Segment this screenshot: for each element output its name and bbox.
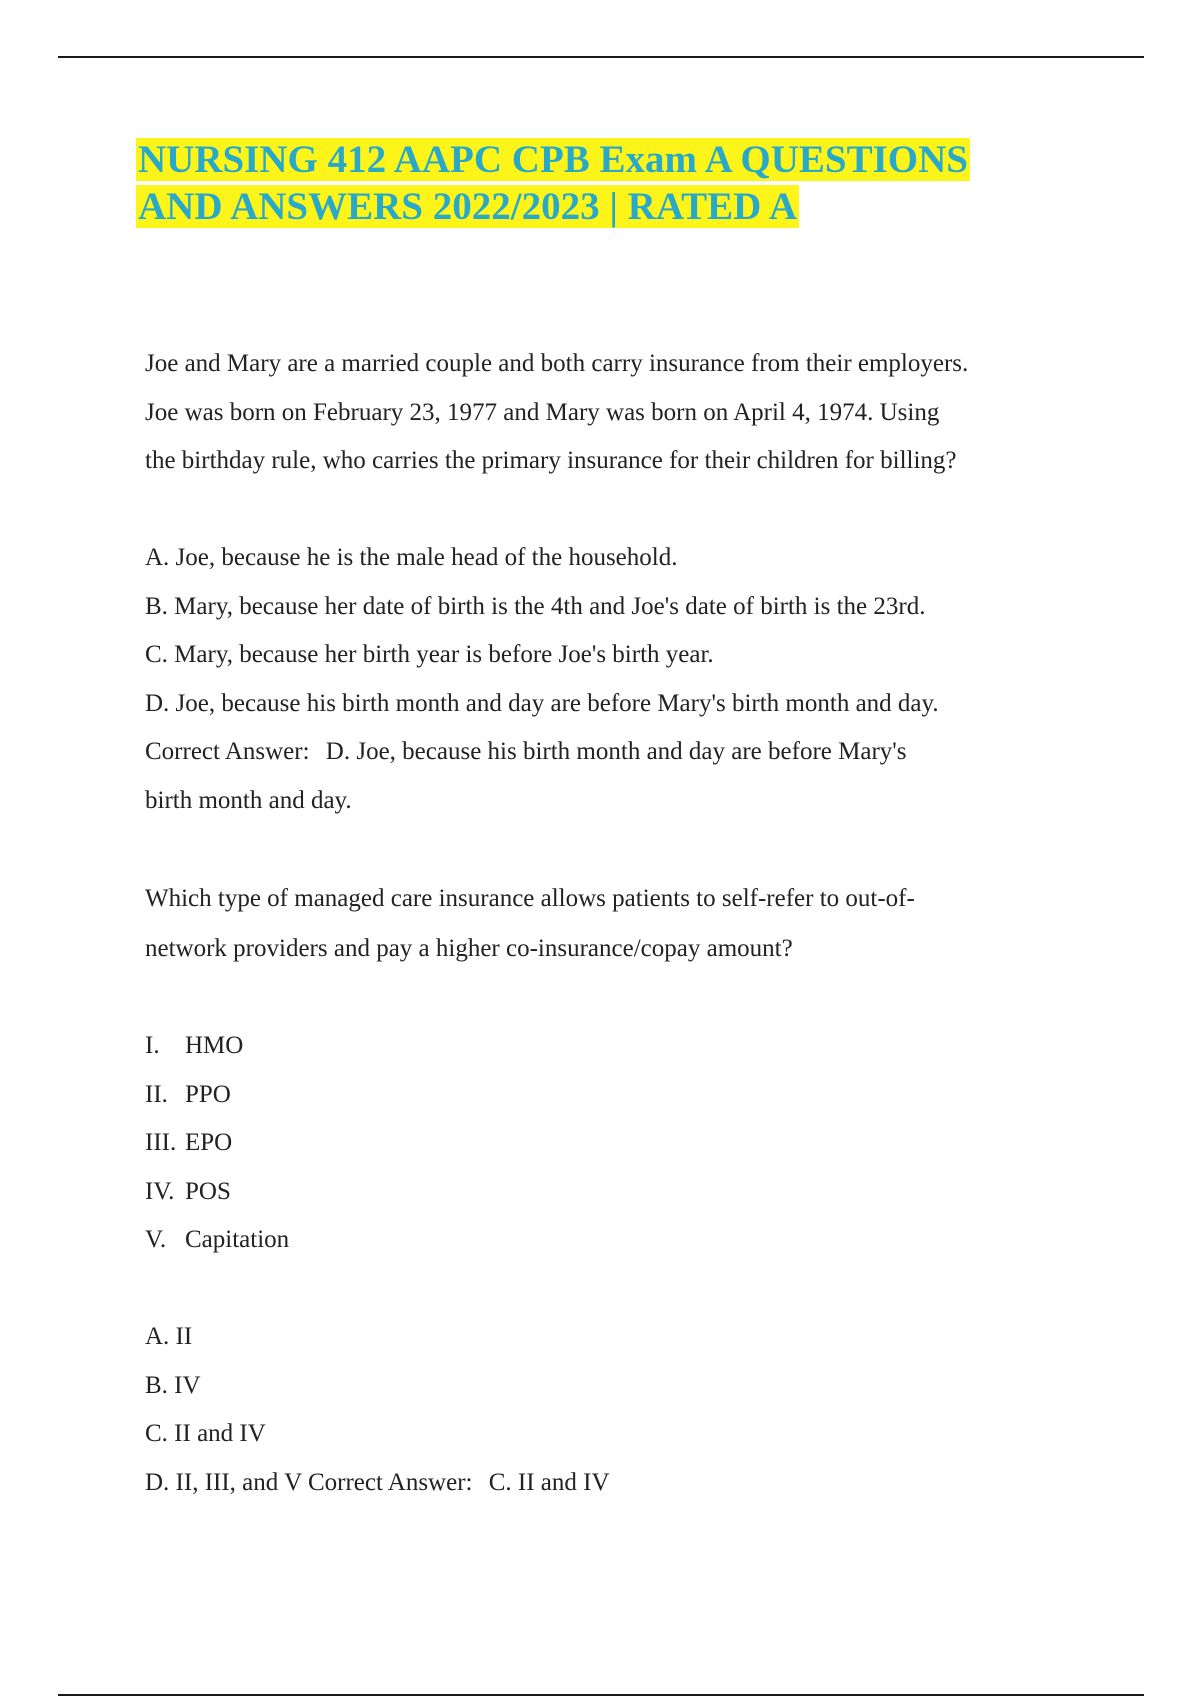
top-rule <box>58 56 1144 58</box>
question-1-prompt-line: Joe and Mary are a married couple and both carry insurance from their employers. <box>145 350 969 377</box>
list-item <box>145 1216 1105 1265</box>
list-item <box>145 1022 1105 1071</box>
list-item-number: IV. <box>145 1177 175 1205</box>
question-1-prompt-line: Joe was born on February 23, 1977 and Mary was born on April 4, 1974. Using <box>145 398 940 426</box>
question-2-option-c: C. II and IV <box>145 1420 266 1447</box>
question-2-option-d-with-answer <box>145 1459 1105 1508</box>
question-2-option-d: D. II, III, and V <box>145 1468 302 1496</box>
question-2-option-a: A. II <box>145 1323 193 1350</box>
question-2-options <box>145 1313 1105 1507</box>
question-1-answer <box>145 728 1105 777</box>
question-1-answer-continued: birth month and day. <box>145 786 352 814</box>
bottom-rule <box>58 1694 1144 1696</box>
list-item <box>145 1071 1105 1120</box>
list-item-text: HMO <box>185 1032 244 1059</box>
list-item-number: II. <box>145 1080 168 1108</box>
question-2-prompt-line: Which type of managed care insurance allows patients to self-refer to out-of- <box>145 884 915 912</box>
title-line-1: NURSING 412 AAPC CPB Exam A QUESTIONS <box>138 138 968 181</box>
list-item <box>145 1168 1105 1217</box>
question-1-option-d: D. Joe, because his birth month and day are before Mary's birth month and day. <box>145 689 939 717</box>
question-1-prompt-line: the birthday rule, who carries the primary insurance for their children for billing? <box>145 447 957 474</box>
document-body <box>145 340 1105 1507</box>
question-2-option-b: B. IV <box>145 1371 201 1399</box>
question-1 <box>145 340 1105 825</box>
list-item-text: EPO <box>185 1129 233 1156</box>
document-title <box>136 136 1066 230</box>
list-item-number: III. <box>145 1129 177 1156</box>
list-item-text: Capitation <box>185 1226 290 1253</box>
question-1-option-c: C. Mary, because her birth year is before Joe's birth year. <box>145 641 714 668</box>
question-1-option-b: B. Mary, because her date of birth is the 4th and Joe's date of birth is the 23rd. <box>145 592 926 620</box>
question-2-item-list <box>145 1022 1105 1265</box>
question-2 <box>145 874 1105 974</box>
title-line-2: AND ANSWERS 2022/2023 | RATED A <box>138 185 798 228</box>
question-2-prompt-line: network providers and pay a higher co-insurance/copay amount? <box>145 934 793 962</box>
list-item-text: PPO <box>185 1080 231 1108</box>
question-2-answer-label: Correct Answer: <box>307 1468 473 1496</box>
question-1-option-a: A. Joe, because he is the male head of the household. <box>145 544 678 571</box>
question-2-answer-text: C. II and IV <box>488 1468 610 1496</box>
list-item <box>145 1119 1105 1168</box>
list-item-number: I. <box>145 1032 160 1059</box>
question-1-answer-label: Correct Answer: <box>145 738 310 765</box>
list-item-number: V. <box>145 1226 167 1253</box>
question-1-answer-text: D. Joe, because his birth month and day are before Mary's <box>325 738 907 765</box>
list-item-text: POS <box>185 1177 231 1205</box>
